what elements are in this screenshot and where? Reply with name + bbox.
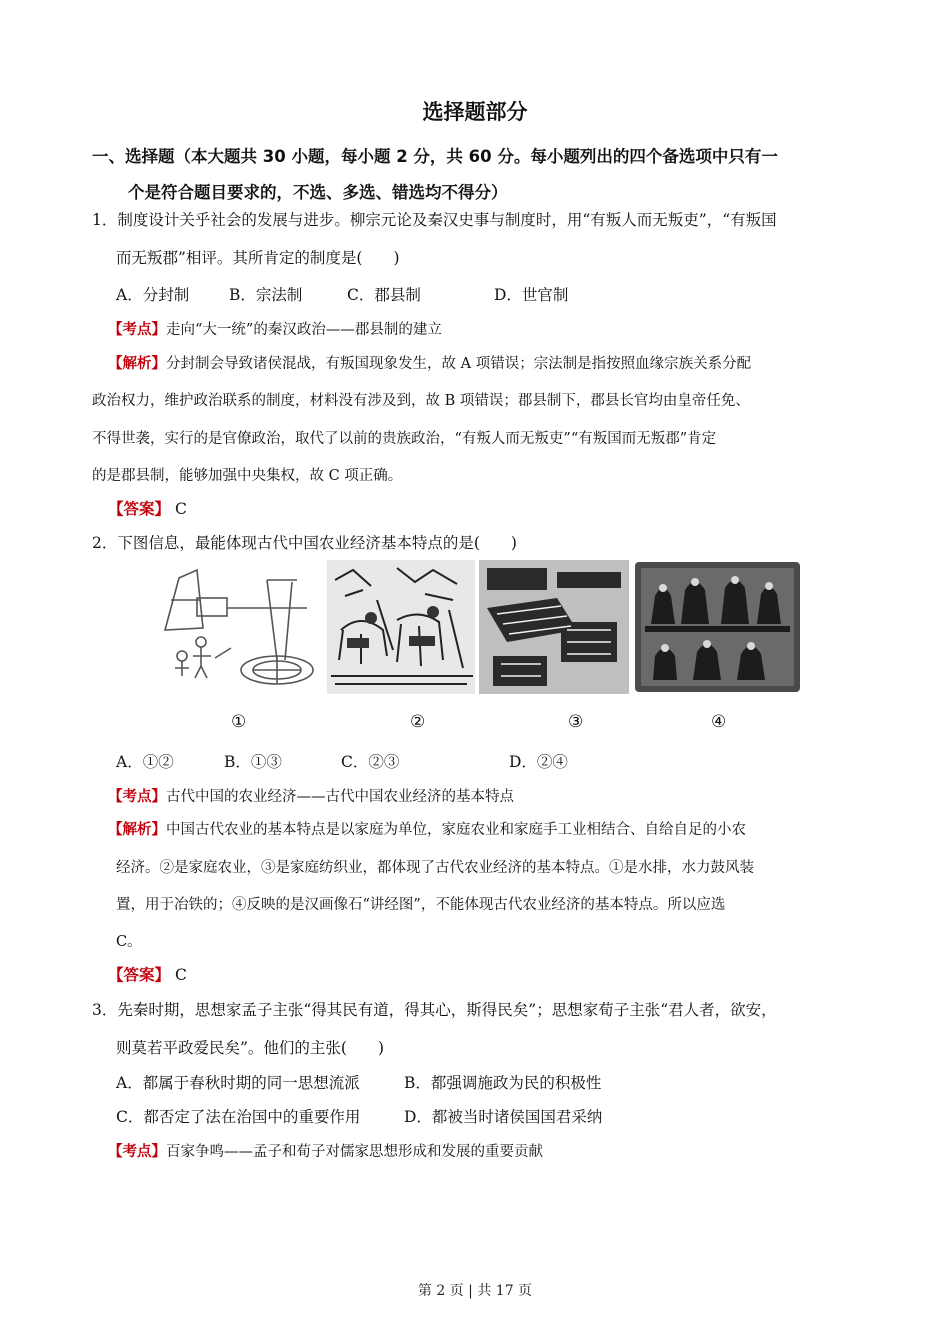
q1-option-c: C．郡县制 — [347, 286, 421, 304]
q1-jiexi-line-4: 的是郡县制，能够加强中央集权，故 C 项正确。 — [92, 468, 403, 484]
q1-jiexi-text-1: 分封制会导致诸侯混战，有叛国现象发生，故 A 项错误；宗法制是指按照血缘宗族关系分配 — [166, 356, 752, 372]
q3-option-a: A．都属于春秋时期的同一思想流派 — [116, 1074, 360, 1092]
daan-tag: 【答案】 — [108, 500, 171, 518]
figure-panel-3-weaving-scene — [479, 560, 629, 694]
q1-jiexi-line-3: 不得世袭，实行的是官僚政治，取代了以前的贵族政治，“有叛人而无叛吏”“有叛国而无叛郡”肯定 — [92, 431, 717, 447]
q2-kaodian — [108, 785, 514, 806]
kaodian-tag: 【考点】 — [108, 1144, 166, 1160]
section-heading-line-2: 个是符合题目要求的，不选、多选、错选均不得分） — [128, 183, 508, 202]
q1-jiexi-line-1 — [108, 352, 751, 373]
q2-options — [116, 750, 568, 772]
q2-jiexi-line-1 — [108, 818, 746, 839]
kaodian-tag: 【考点】 — [108, 322, 166, 338]
q3-options-row-2 — [116, 1105, 602, 1127]
q2-jiexi-line-2: 经济。②是家庭农业，③是家庭纺织业，都体现了古代农业经济的基本特点。①是水排，水力鼓风装 — [116, 860, 754, 876]
q2-option-d: D．②④ — [509, 753, 568, 771]
kaodian-tag: 【考点】 — [108, 789, 166, 805]
q2-jiexi-text-1: 中国古代农业的基本特点是以家庭为单位，家庭农业和家庭手工业相结合、自给自足的小农 — [166, 822, 746, 838]
jiexi-tag: 【解析】 — [108, 822, 166, 838]
q1-stem-line-2: 而无叛郡”相评。其所肯定的制度是( ) — [116, 249, 400, 267]
q1-option-d: D．世官制 — [494, 286, 569, 304]
q1-options — [116, 283, 568, 305]
q2-stem: 2．下图信息，最能体现古代中国农业经济基本特点的是( ) — [92, 534, 517, 552]
figure-panel-2-farming-scene — [327, 560, 475, 694]
figure-label-2: ② — [410, 712, 426, 732]
q3-option-b: B．都强调施政为民的积极性 — [404, 1074, 602, 1092]
q2-jiexi-line-3: 置，用于冶铁的；④反映的是汉画像石“讲经图”，不能体现古代农业经济的基本特点。所以应选 — [116, 897, 726, 913]
q2-jiexi-line-4: C。 — [116, 934, 142, 950]
q1-jiexi-line-2: 政治权力，维护政治联系的制度，材料没有涉及到，故 B 项错误；郡县制下，郡县长官均由皇帝任免、 — [92, 393, 750, 409]
q1-answer — [108, 497, 187, 519]
section-heading-line-1: 一、选择题（本大题共 30 小题，每小题 2 分，共 60 分。每小题列出的四个备选项中只有一 — [92, 147, 778, 166]
q2-option-c: C．②③ — [341, 753, 400, 771]
q2-figure-illustrations — [157, 560, 800, 694]
section-heading — [92, 139, 872, 211]
figure-label-4: ④ — [711, 712, 727, 732]
q1-kaodian-text: 走向“大一统”的秦汉政治——郡县制的建立 — [166, 322, 442, 338]
q3-option-c: C．都否定了法在治国中的重要作用 — [116, 1108, 361, 1126]
q3-kaodian-text: 百家争鸣——孟子和荀子对儒家思想形成和发展的重要贡献 — [166, 1144, 543, 1160]
figure-label-1: ① — [231, 712, 247, 732]
q2-answer-value: C — [174, 966, 187, 984]
q3-options-row-1 — [116, 1071, 601, 1093]
q3-kaodian — [108, 1140, 543, 1161]
q1-option-a: A．分封制 — [116, 286, 190, 304]
q1-option-b: B．宗法制 — [229, 286, 303, 304]
q2-answer — [108, 963, 187, 985]
q1-answer-value: C — [174, 500, 187, 518]
jiexi-tag: 【解析】 — [108, 356, 166, 372]
q3-option-d: D．都被当时诸侯国国君采纳 — [404, 1108, 603, 1126]
figure-label-3: ③ — [568, 712, 584, 732]
figure-panel-1-water-bellows — [157, 560, 322, 694]
q3-stem-line-2: 则莫若平政爱民矣”。他们的主张( ) — [116, 1039, 385, 1057]
q2-option-b: B．①③ — [224, 753, 282, 771]
q3-stem-line-1: 3．先秦时期，思想家孟子主张“得其民有道，得其心，斯得民矣”；思想家荀子主张“君人者，欲安， — [92, 1001, 777, 1019]
figure-panel-4-stone-relief — [635, 562, 800, 692]
q1-kaodian — [108, 318, 442, 339]
q2-kaodian-text: 古代中国的农业经济——古代中国农业经济的基本特点 — [166, 789, 514, 805]
q2-option-a: A．①② — [116, 753, 174, 771]
q1-stem-line-1: 1．制度设计关乎社会的发展与进步。柳宗元论及秦汉史事与制度时，用“有叛人而无叛吏”，“有叛国 — [92, 211, 777, 229]
daan-tag: 【答案】 — [108, 966, 171, 984]
page-footer: 第 2 页 | 共 17 页 — [417, 1283, 533, 1299]
page-title: 选择题部分 — [422, 100, 528, 124]
